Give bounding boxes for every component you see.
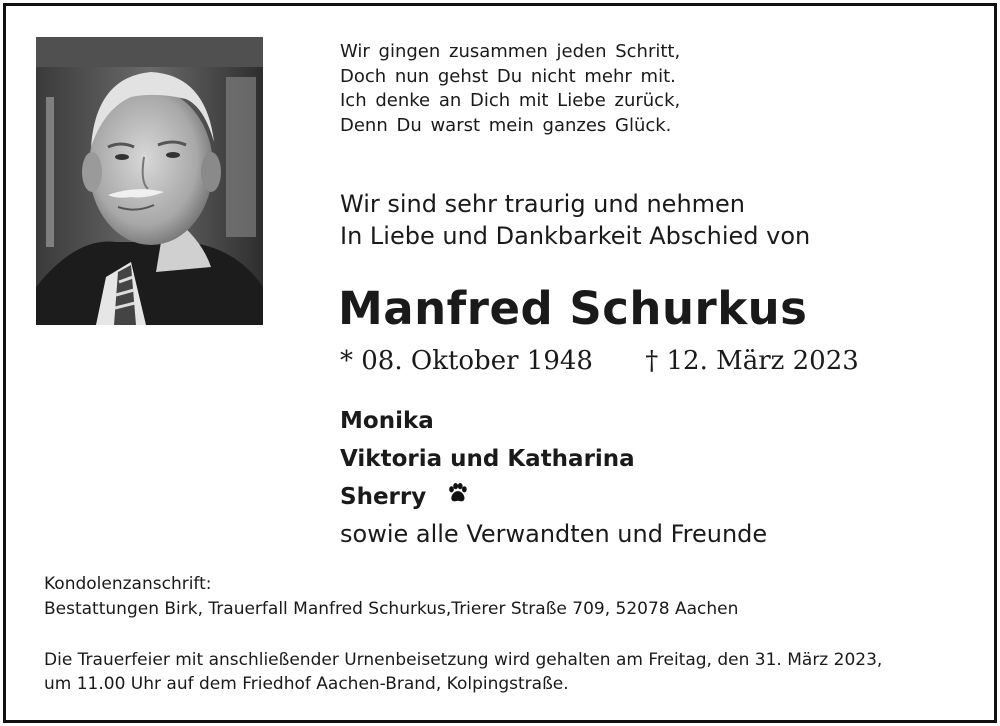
poem [340,40,680,138]
service-line: um 11.00 Uhr auf dem Friedhof Aachen-Brand, Kolpingstraße. [44,674,569,694]
portrait-photo [36,37,263,325]
death-date: † 12. März 2023 [645,346,859,376]
mourner-name: Monika [340,408,434,434]
mourner-name: Sherry [340,478,767,516]
poem-line: Denn Du warst mein ganzes Glück. [340,114,672,136]
intro-line: In Liebe und Dankbarkeit Abschied von [340,222,811,250]
mourner-name: Viktoria und Katharina [340,446,635,472]
condolence-address-text: Bestattungen Birk, Trauerfall Manfred Schurkus,Trierer Straße 709, 52078 Aachen [44,599,739,619]
intro-text [340,188,810,252]
condolence-label: Kondolenzanschrift: [44,574,212,594]
intro-line: Wir sind sehr traurig und nehmen [340,190,746,218]
birth-date: * 08. Oktober 1948 [340,346,593,376]
life-dates [340,346,859,376]
poem-line: Doch nun gehst Du nicht mehr mit. [340,65,676,87]
deceased-name: Manfred Schurkus [338,282,808,335]
poem-line: Wir gingen zusammen jeden Schritt, [340,41,681,62]
condolence-address [44,572,738,622]
paw-print-icon [446,478,468,516]
poem-line: Ich denke an Dich mit Liebe zurück, [340,90,681,111]
service-info [44,648,882,696]
service-line: Die Trauerfeier mit anschließender Urnenbeisetzung wird gehalten am Freitag, den 31. März 2023, [44,650,883,670]
mourners [340,402,767,552]
mourner-closing: sowie alle Verwandten und Freunde [340,520,768,548]
